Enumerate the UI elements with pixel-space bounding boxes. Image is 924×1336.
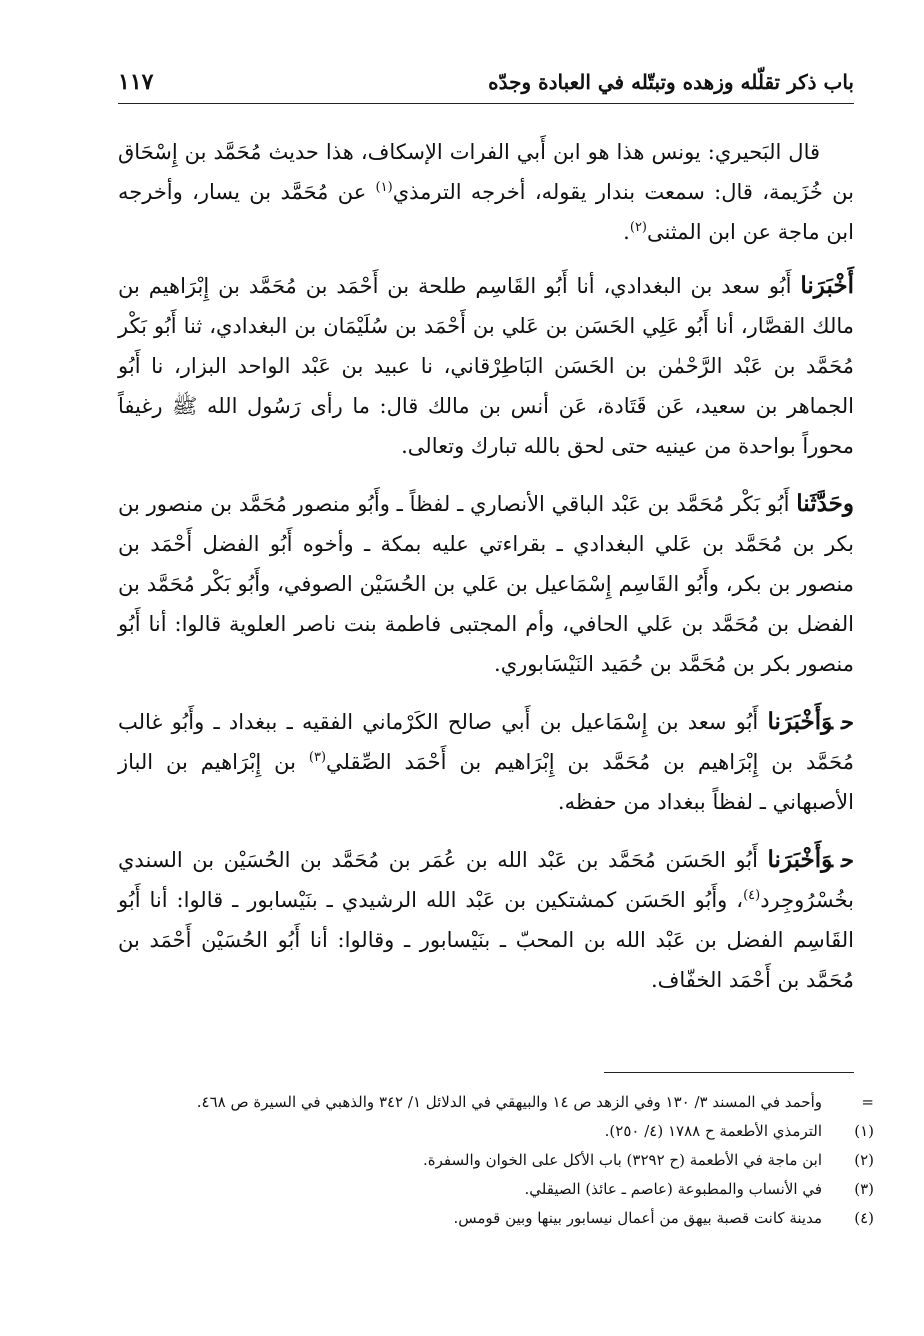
paragraph-text: قال البَحيري: يونس هذا هو ابن أَبي الفرات الإسكاف، هذا حديث مُحَمَّد بن إِسْحَاق بن خُزَيمة، قال: سمعت بندار يقوله، أخرجه الترمذي (118, 140, 854, 204)
footnote-1 (118, 1117, 874, 1145)
footnote-text: في الأنساب والمطبوعة (عاصم ـ عائذ) الصيقلي. (524, 1180, 822, 1198)
lead-word: وحَدَّثَنا (796, 490, 854, 517)
tahwil-symbol: ح (841, 709, 854, 734)
footnote-ref-1: (١) (375, 180, 393, 195)
paragraph-text: أَبُو الحَسَن مُحَمَّد بن عَبْد الله بن عُمَر بن مُحَمَّد بن الحُسَيْن بن السندي بخُسْرُوجِرد (118, 848, 854, 912)
header-rule (118, 103, 854, 104)
footnote-text: مدينة كانت قصبة بيهق من أعمال نيسابور بينها وبين قومس. (453, 1209, 822, 1227)
footnote-mark: (١) (854, 1122, 874, 1140)
paragraph-text: أَبُو بَكْر مُحَمَّد بن عَبْد الباقي الأنصاري ـ لفظاً ـ وأَبُو منصور مُحَمَّد بن منصور بن بكر بن مُحَمَّد بن عَلي البغدادي ـ بقراءتي عليه بمكة ـ وأخوه أَبُو الفضل أَحْمَد بن منصور بن بكر، وأَبُو القَاسِم إِسْمَاعيل بن عَلي بن الحُسَيْن الصوفي، وأَبُو بَكْر مُحَمَّد بن الفضل بن مُحَمَّد بن عَلي الحافي، وأم المجتبى فاطمة بنت ناصر العلوية قالوا: أنا أَبُو منصور بكر بن مُحَمَّد بن حُمَيد النَيْسَابوري. (118, 492, 854, 676)
footnote-mark: (٢) (854, 1151, 874, 1169)
paragraph-akhbarana-3 (118, 840, 854, 1000)
footnote-continued (118, 1088, 874, 1116)
lead-word: وَأَخْبَرَنا (767, 846, 834, 873)
paragraph-text: عن مُحَمَّد بن يسار، وأخرجه ابن ماجة عن ابن المثنى (118, 180, 854, 244)
footnote-mark: (٣) (854, 1180, 874, 1198)
footnote-mark: = (861, 1093, 874, 1111)
footnote-ref-4: (٤) (743, 888, 761, 903)
footnote-mark: (٤) (854, 1209, 874, 1227)
paragraph-akhbarana-2 (118, 702, 854, 822)
main-text (118, 132, 854, 1018)
footnote-text: وأحمد في المسند ٣/ ١٣٠ وفي الزهد ص ١٤ والبيهقي في الدلائل ١/ ٣٤٢ والذهبي في السيرة ص ٤٦٨. (196, 1093, 822, 1111)
paragraph-haddathana (118, 484, 854, 684)
running-title: باب ذكر تقلّله وزهده وتبتّله في العبادة وجدّه (488, 70, 854, 94)
footnote-text: ابن ماجة في الأطعمة (ح ٣٢٩٢) باب الأكل على الخوان والسفرة. (423, 1151, 822, 1169)
lead-word: أَخْبَرَنا (800, 272, 854, 299)
page-header (118, 62, 854, 102)
footnote-2 (118, 1146, 874, 1174)
paragraph-bahiri (118, 132, 854, 252)
footnote-rule (604, 1072, 854, 1073)
footnote-text: الترمذي الأطعمة ح ١٧٨٨ (٤/ ٢٥٠). (604, 1122, 822, 1140)
footnote-4 (118, 1204, 874, 1232)
tahwil-symbol: ح (841, 847, 854, 872)
page-number: ١١٧ (118, 69, 154, 95)
footnote-ref-3: (٣) (308, 750, 327, 765)
paragraph-text: ، وأَبُو الحَسَن كمشتكين بن عَبْد الله الرشيدي ـ بنَيْسابور ـ قالوا: أنا أَبُو القَاسِم الفضل بن عَبْد الله بن المحبّ ـ بنَيْسابور ـ وقالوا: أنا أَبُو الحُسَيْن أَحْمَد بن مُحَمَّد بن أَحْمَد الخفّاف. (118, 888, 854, 992)
footnote-ref-2: (٢) (629, 220, 647, 235)
paragraph-akhbarana-1 (118, 266, 854, 466)
lead-word: وَأَخْبَرَنا (767, 708, 834, 735)
footnotes (118, 1088, 874, 1233)
paragraph-text: أَبُو سعد بن البغدادي، أنا أَبُو القَاسِم طلحة بن أَحْمَد بن مُحَمَّد بن إِبْرَاهيم بن مالك القصَّار، أنا أَبُو عَلِي الحَسَن بن عَلي بن أَحْمَد بن سُلَيْمَان بن البغدادي، ثنا أَبُو بَكْر مُحَمَّد بن عَبْد الرَّحْمٰن بن الحَسَن البَاطِرْقاني، نا عبيد بن عَبْد الواحد البزار، نا أَبُو الجماهر بن سعيد، عَن قَتَادة، عَن أنس بن مالك قال: ما رأى رَسُول الله ﷺ رغيفاً محوراً بواحدة من عينيه حتى لحق بالله تبارك وتعالى. (118, 274, 854, 458)
footnote-3 (118, 1175, 874, 1203)
paragraph-text: بن إِبْرَاهيم بن الباز الأصبهاني ـ لفظاً ببغداد من حفظه. (118, 750, 854, 814)
paragraph-text: أَبُو سعد بن إِسْمَاعيل بن أَبي صالح الكَرْماني الفقيه ـ ببغداد ـ وأَبُو غالب مُحَمَّد بن إِبْرَاهيم بن مُحَمَّد بن إِبْرَاهيم بن أَحْمَد الصِّقلي (118, 710, 854, 774)
paragraph-text: . (623, 220, 630, 244)
